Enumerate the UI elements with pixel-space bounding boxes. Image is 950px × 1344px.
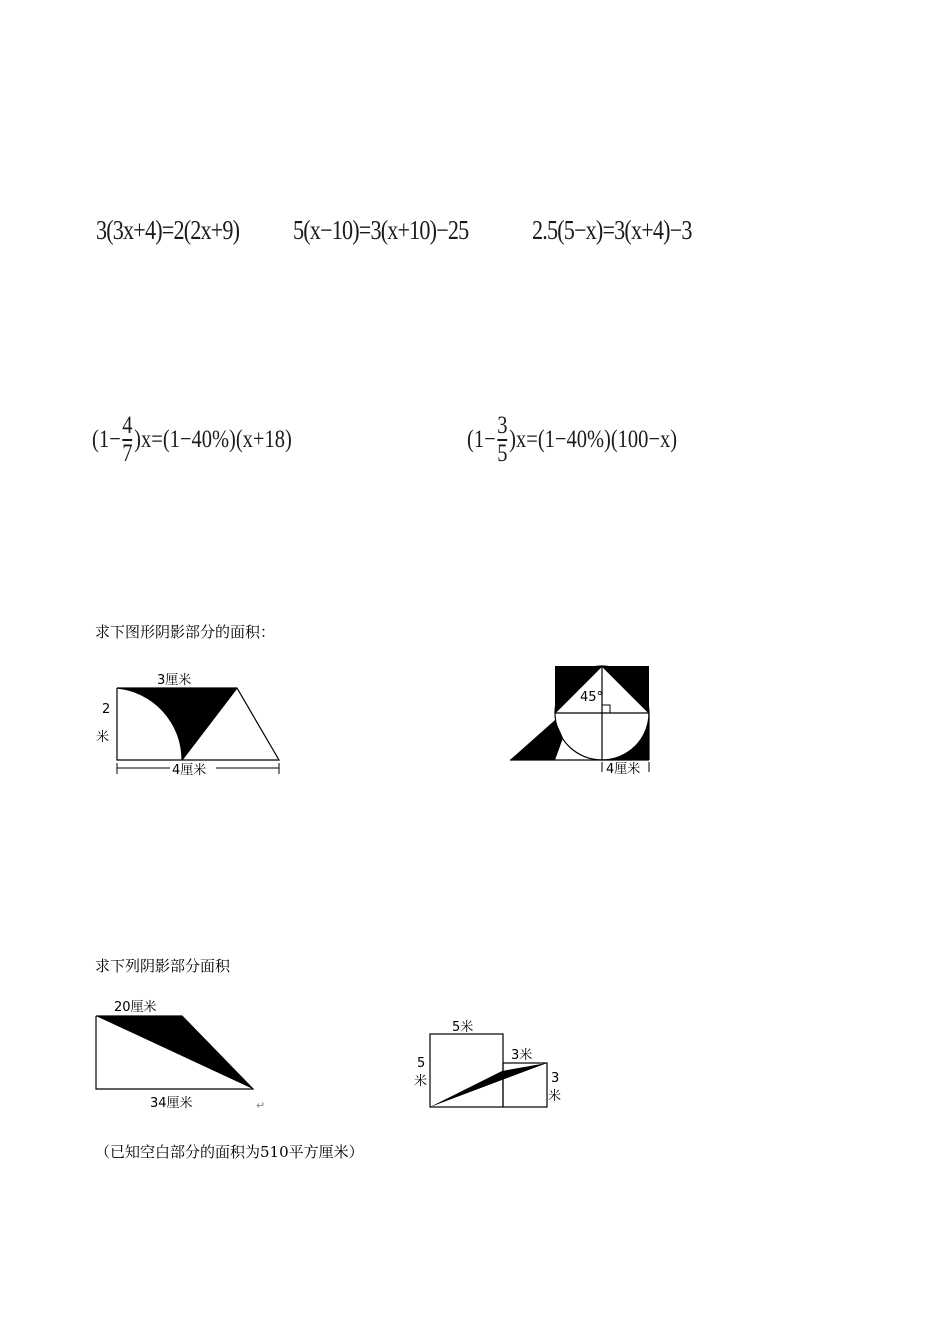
fig3-top-label: 20厘米: [114, 1000, 157, 1015]
equation-4-post: )x=(1−40%)(x+18): [134, 426, 292, 453]
fig3-bottom-label: 34厘米: [150, 1096, 193, 1111]
equation-5-pre: (1−: [467, 426, 496, 453]
equation-4-pre: (1−: [92, 426, 121, 453]
fig4-right-label-top: 3: [551, 1071, 560, 1086]
equation-1: 3(3x+4)=2(2x+9): [96, 215, 240, 245]
section2-heading: 求下列阴影部分面积: [95, 957, 231, 975]
equation-5-post: )x=(1−40%)(100−x): [509, 426, 678, 453]
figure-trapezoid-2: [92, 995, 277, 1115]
section1-heading: 求下图形阴影部分的面积：: [95, 623, 276, 641]
equation-5-fraction: [497, 413, 507, 467]
fig4-small-top-label: 3米: [511, 1048, 533, 1063]
equation-4-numerator: 4: [122, 412, 133, 439]
fig4-right-label-bottom: 米: [548, 1089, 562, 1104]
figure-circle: [508, 660, 658, 780]
fig1-side-label-top: 2: [102, 702, 111, 717]
equation-4-fraction: [122, 413, 132, 467]
fig4-top-label: 5米: [452, 1020, 474, 1035]
fig1-top-label: 3厘米: [157, 673, 192, 688]
equation-5-denominator: 5: [497, 440, 508, 467]
equation-4-denominator: 7: [122, 440, 133, 467]
equation-4: [92, 413, 292, 467]
fig1-bottom-label: 4厘米: [172, 763, 207, 778]
figure-two-squares: [410, 1015, 570, 1115]
fig4-left-label-bottom: 米: [414, 1074, 428, 1089]
area-note: （已知空白部分的面积为510平方厘米）: [95, 1143, 364, 1161]
equation-5-numerator: 3: [497, 412, 508, 439]
equation-5: [467, 413, 677, 467]
return-mark: ↵: [256, 1099, 266, 1112]
fig2-angle-label: 45°: [580, 690, 604, 705]
fig1-side-label-bottom: 米: [96, 730, 110, 745]
equation-3: 2.5(5−x)=3(x+4)−3: [532, 215, 692, 245]
fig4-left-label-top: 5: [417, 1056, 426, 1071]
equation-2: 5(x−10)=3(x+10)−25: [293, 215, 469, 245]
fig2-bottom-label: 4厘米: [606, 762, 641, 777]
figure-trapezoid: [92, 668, 292, 780]
